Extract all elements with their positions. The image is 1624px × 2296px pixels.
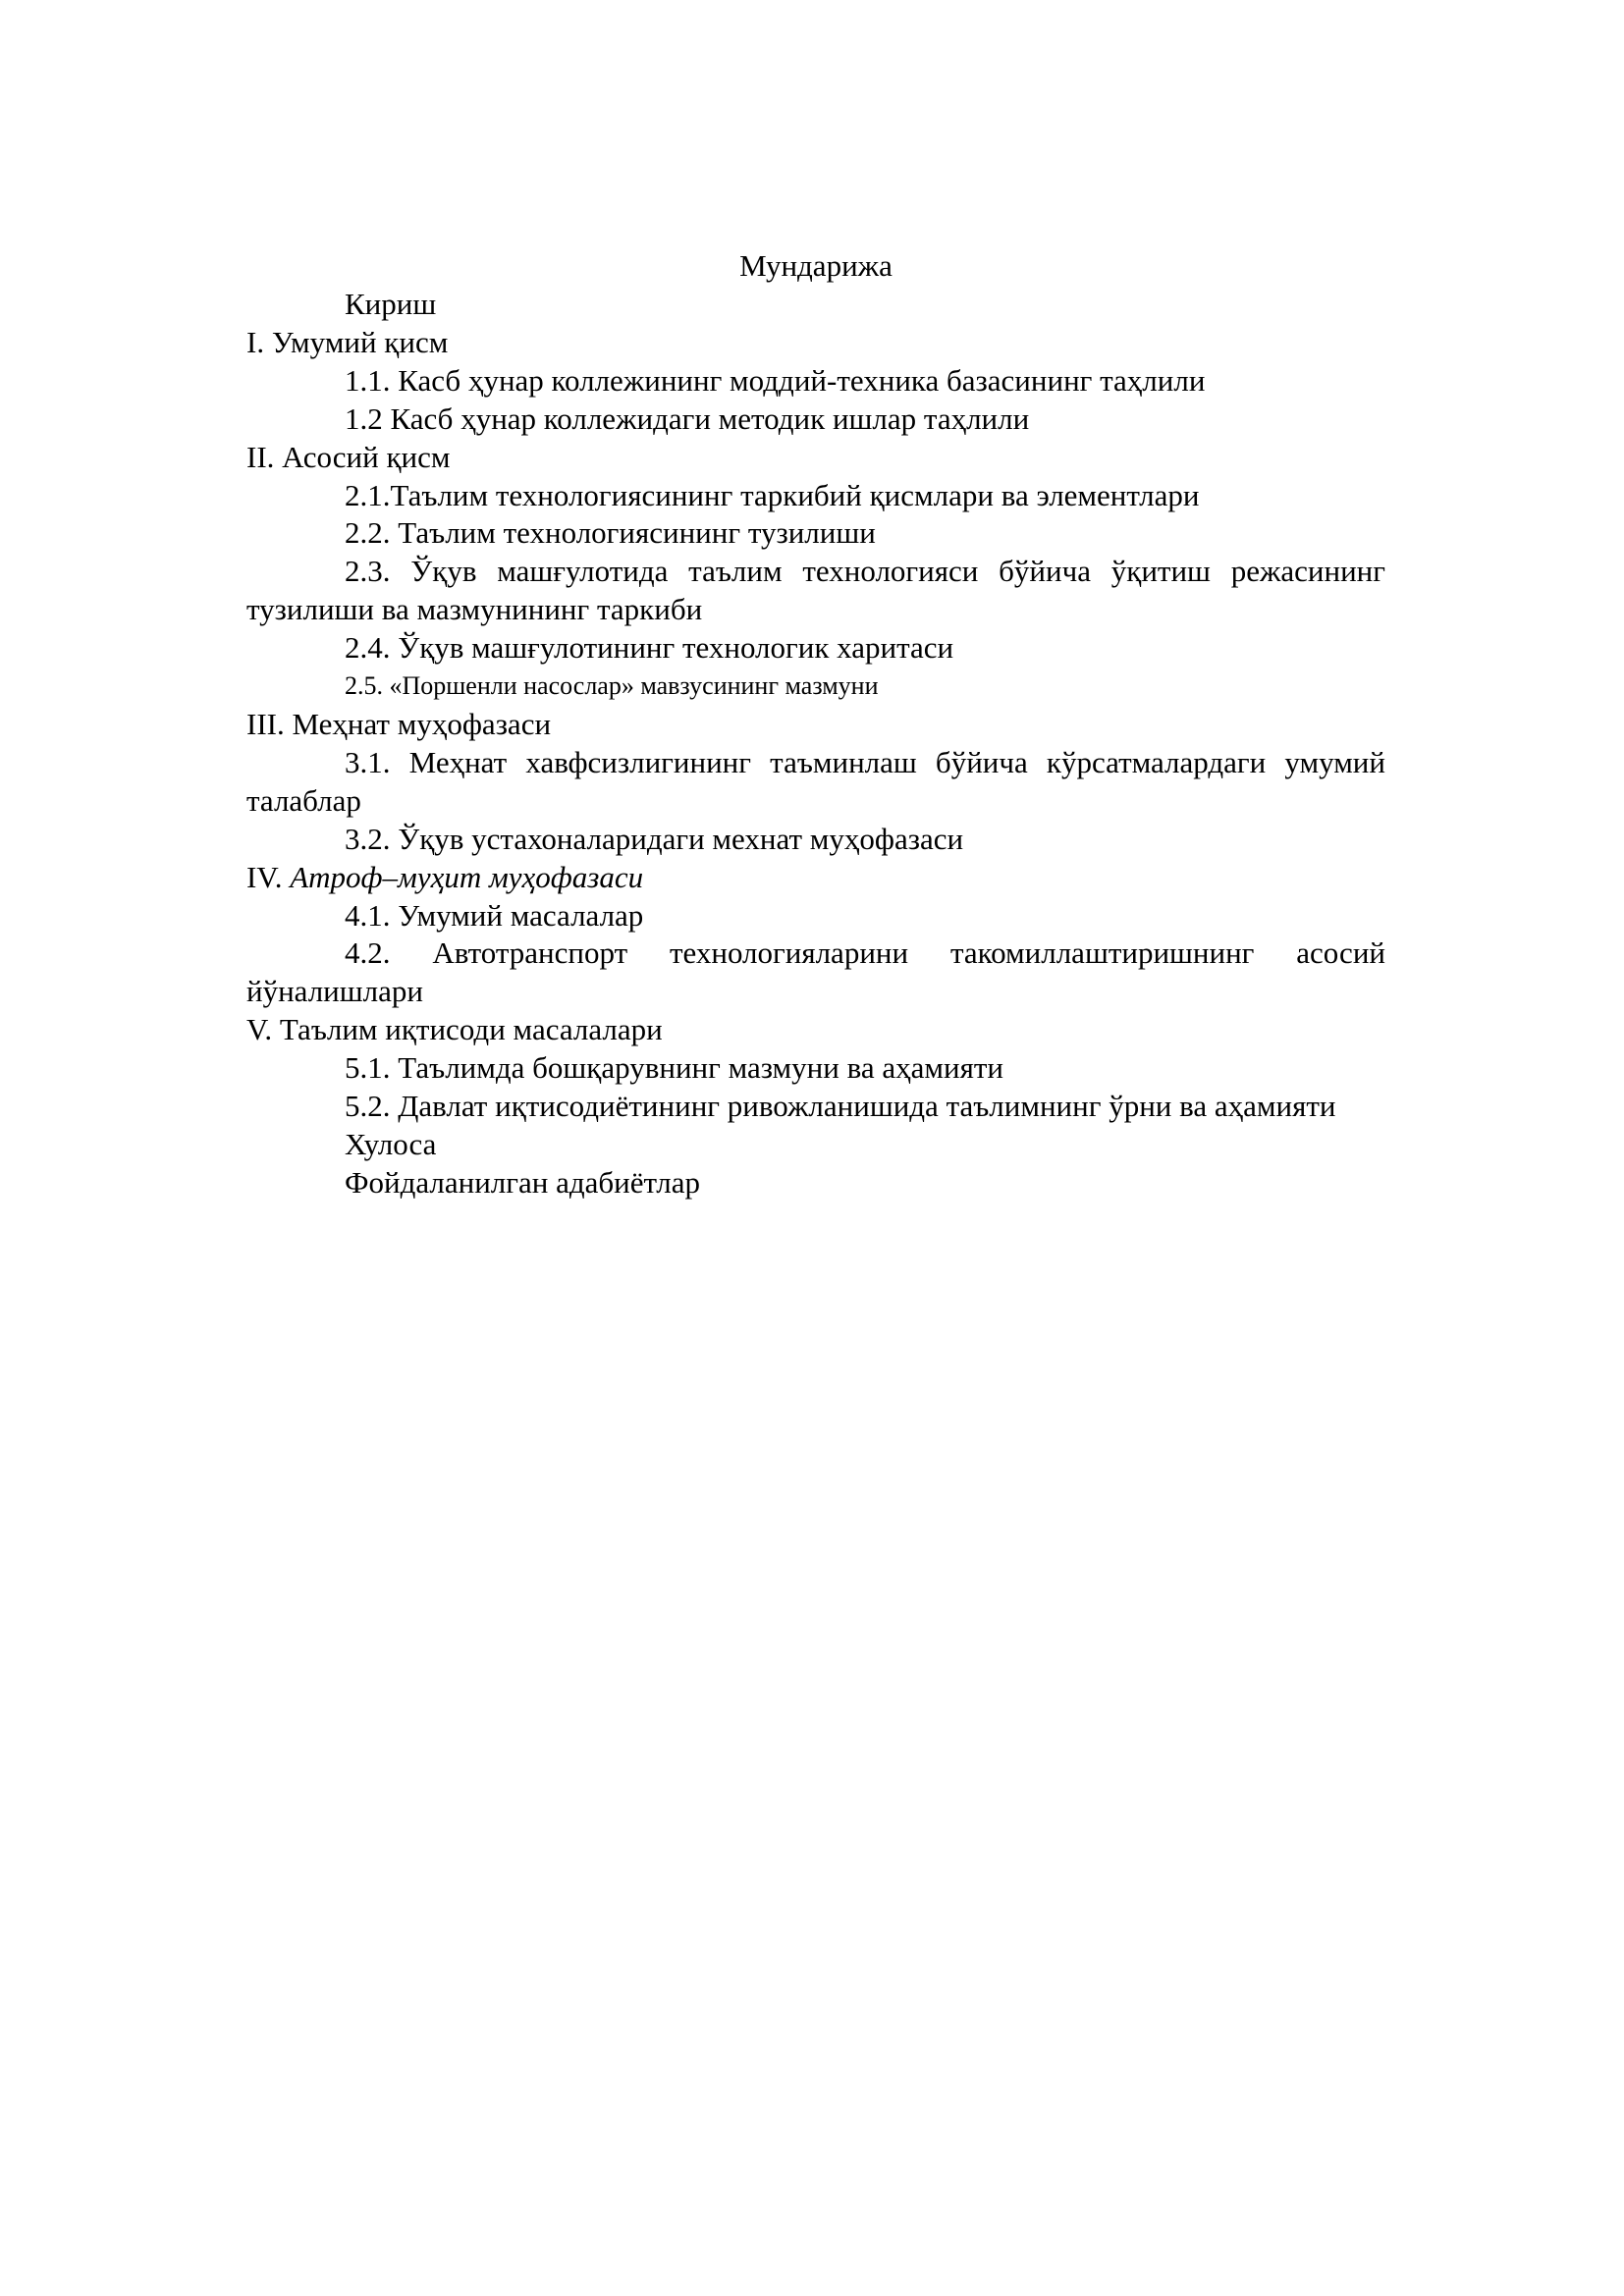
toc-part2-heading: II. Асосий қисм — [246, 439, 451, 474]
toc-item-4-1: 4.1. Умумий масалалар — [345, 897, 644, 933]
toc-part5-heading: V. Таълим иқтисоди масалалари — [246, 1012, 663, 1047]
toc-item-2-1: 2.1.Таълим технологиясининг таркибий қисмлари ва элементлари — [345, 477, 1200, 512]
toc-part3-heading: III. Меҳнат муҳофазаси — [246, 706, 552, 741]
toc-part4-heading — [246, 859, 1385, 897]
toc-item-1-1: 1.1. Касб ҳунар коллежининг моддий-техника базасининг таҳлили — [345, 362, 1206, 398]
toc-part1-heading: I. Умумий қисм — [246, 324, 449, 359]
toc-item-1-2: 1.2 Касб ҳунар коллежидаги методик ишлар таҳлили — [345, 400, 1030, 436]
toc-conclusion: Хулоса — [345, 1126, 437, 1161]
toc-item-3-1: 3.1. Меҳнат хавфсизлигининг таъминлаш бўйича кўрсатмалардаги умумий талаблар — [246, 744, 1385, 818]
toc-part4-prefix: IV. — [246, 859, 291, 894]
toc-part4-title: Атроф–муҳит муҳофазаси — [290, 859, 644, 894]
toc-item-4-2: 4.2. Автотранспорт технологияларини такомиллаштиришнинг асосий йўналишлари — [246, 935, 1385, 1009]
toc-references: Фойдаланилган адабиётлар — [345, 1164, 700, 1200]
toc-item-2-5: 2.5. «Поршенли насослар» мавзусининг мазмуни — [345, 671, 879, 701]
toc-item-3-2: 3.2. Ўқув устахоналаридаги мехнат муҳофазаси — [345, 821, 964, 856]
toc-item-5-2: 5.2. Давлат иқтисодиётининг ривожланишида таълимнинг ўрни ва аҳамияти — [345, 1089, 1336, 1124]
toc-title: Мундарижа — [739, 248, 893, 283]
toc-item-5-1: 5.1. Таълимда бошқарувнинг мазмуни ва аҳамияти — [345, 1050, 1003, 1086]
toc-intro: Кириш — [345, 287, 437, 321]
toc-item-2-3: 2.3. Ўқув машғулотида таълим технологияси бўйича ўқитиш режасининг тузилиши ва мазмунининг таркиби — [246, 554, 1385, 627]
toc-item-2-2: 2.2. Таълим технологиясининг тузилиши — [345, 515, 876, 551]
toc-item-2-4: 2.4. Ўқув машғулотининг технологик харитаси — [345, 630, 954, 666]
table-of-contents — [246, 247, 1385, 1202]
